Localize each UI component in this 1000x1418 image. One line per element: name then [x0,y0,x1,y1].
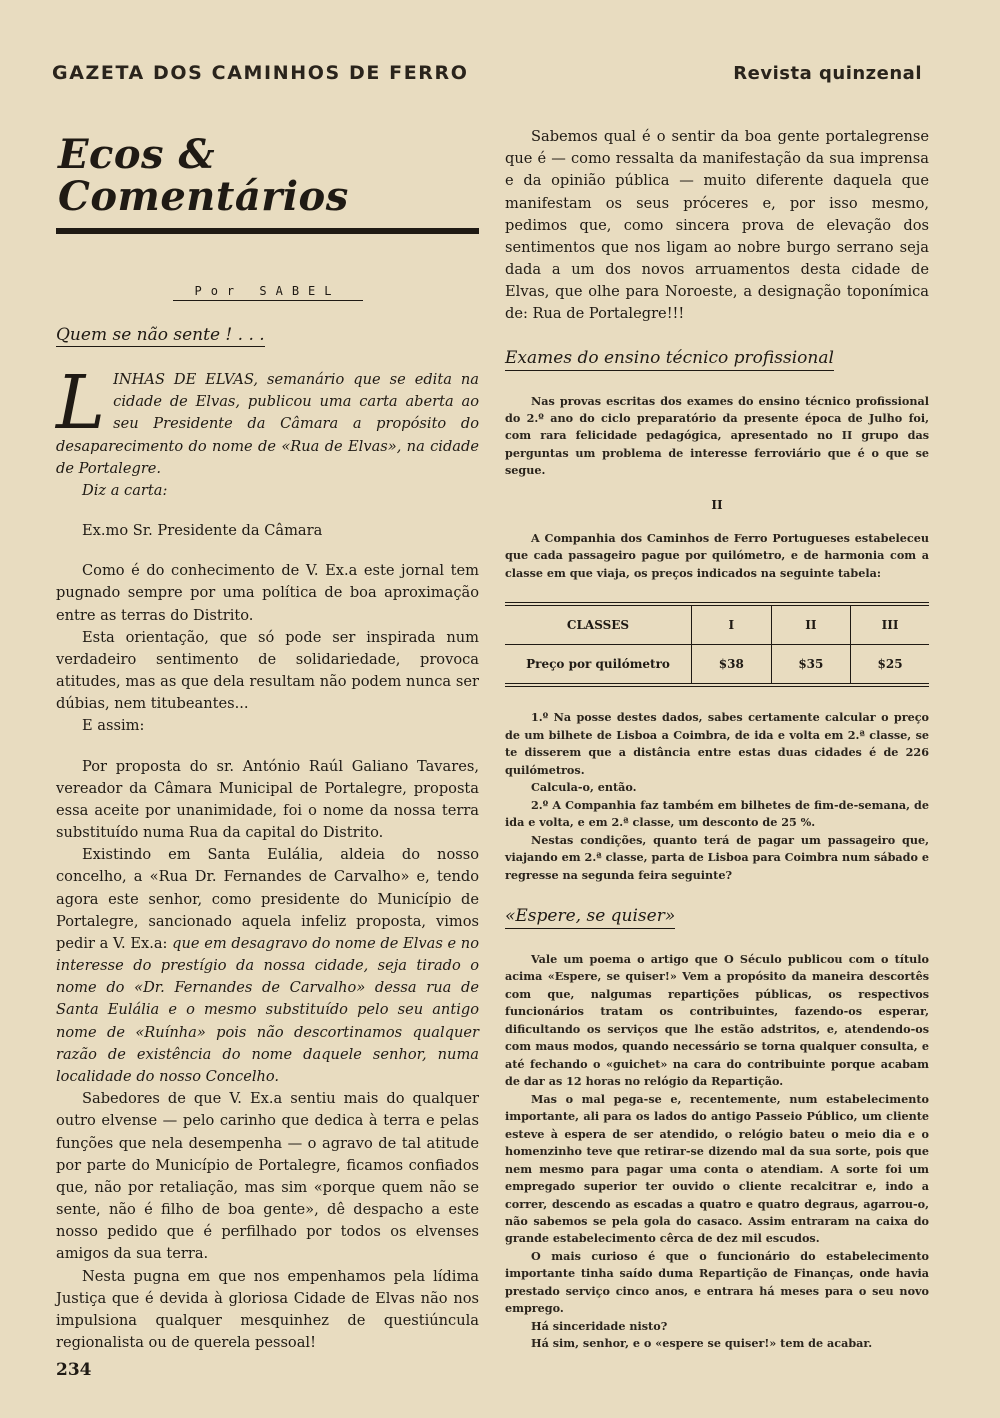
letter-salutation: Ex.mo Sr. Presidente da Câmara [82,522,323,540]
byline-rule [173,300,363,301]
exam-paragraph: Calcula-o, então. [531,780,637,795]
table-header: III [881,618,899,633]
intro-text: INHAS DE ELVAS, semanário que se edita na cidade de Elvas, publicou uma carta aberta ao seu Presidente da Câmara a propósito do desaparecimento do nome de «Rua de Elvas», na cidade de Portalegre. [56,371,479,477]
left-column [56,126,479,1354]
table-header-row [505,604,929,645]
article-subhead: Quem se não sente ! . . . [56,325,265,345]
letter-paragraph: Sabedores de que V. Ex.a sentiu mais do qualquer outro elvense — pelo carinho que dedica à terra e pelas funções que nela desempenha — o agravo de tal atitude por parte do Município de Portalegre, ficamos confiados que, não por retaliação, mas sim «porque quem não se sente, não é filho de boa gente», dê despacho a este nosso pedido que é perfilhado por todos os elvenses amigos da sua terra. [56,1090,479,1263]
exam-question: 2.º A Companhia faz também em bilhetes de fim-de-semana, de ida e volta, e em 2.ª classe, um desconto de 25 %. [505,797,929,830]
publication-title: GAZETA DOS CAMINHOS DE FERRO [52,62,469,84]
letter-paragraph: E assim: [82,717,145,735]
right-column [505,126,929,1353]
letter-paragraph: Como é do conhecimento de V. Ex.a este jornal tem pugnado sempre por uma política de boa aproximação entre as terras do Distrito. [56,562,479,624]
price-table [505,602,929,687]
espere-paragraph: Mas o mal pega-se e, recentemente, num estabelecimento importante, ali para os lados do antigo Passeio Público, um cliente esteve à espera de ser atendido, o relógio bateu o meio dia e o homenzinho teve que retirar-se dizendo mal da sua sorte, pois que nem mesmo para pagar uma conta o atendiam. A sorte foi um empregado superior ter ouvido o cliente recalcitrar e, indo a correr, descendo as escadas a quatro e quatro degraus, agarrou-o, não sabemos se pela gola do casaco. Assim entraram na caixa do grande estabelecimento cêrca de dez mil escudos. [505,1091,929,1246]
table-row [505,645,929,686]
table-cell: $38 [692,645,772,686]
exam-heading: Exames do ensino técnico profissional [505,348,834,371]
byline: Por SABEL [194,284,341,298]
espere-section [505,951,929,1353]
table-header: I [692,604,772,645]
letter-paragraph: Esta orientação, que só pode ser inspirada num verdadeiro sentimento de solidariedade, provoca atitudes, mas as que dela resultam não podem nunca ser dúbias, nem titubeantes... [56,628,479,713]
espere-paragraph: Há sim, senhor, e o «espere se quiser!» tem de acabar. [531,1336,873,1351]
article-intro [56,360,479,480]
letter-paragraph: Existindo em Santa Eulália, aldeia do nosso concelho, a «Rua Dr. Fernandes de Carvalho» e, tendo agora este senhor, como presidente do Município de Portalegre, sancionado aquela infeliz proposta, vimos pedir a V. Ex.a: que em desagravo do nome de Elvas e no interesse do prestígio da nossa cidade, seja tirado o nome do «Dr. Fernandes de Carvalho» dessa rua de Santa Eulália e o mesmo substituído pelo seu antigo nome de «Ruínha» pois não descortinamos qualquer razão de existência do nome daquele senhor, numa localidade do nosso Concelho. [56,846,479,1085]
running-header [52,62,922,84]
exam-question: Nestas condições, quanto terá de pagar um passageiro que, viajando em 2.ª classe, parta de Lisboa para Coimbra num sábado e regresse na segunda feira seguinte? [505,832,929,882]
exam-paragraph: A Companhia dos Caminhos de Ferro Portugueses estabeleceu que cada passageiro pague por quilómetro, e de harmonia com a classe em que viaja, os preços indicados na seguinte tabela: [505,530,929,580]
espere-paragraph: O mais curioso é que o funcionário do estabelecimento importante tinha saído duma Repartição de Finanças, onde havia prestado serviço cinco anos, e entrara há meses para o seu novo emprego. [505,1248,929,1316]
drop-cap: L [56,360,106,446]
title-rule [56,228,479,234]
letter-paragraph: Nesta pugna em que nos empenhamos pela lídima Justiça que é devida à gloriosa Cidade de Elvas não nos impulsiona qualquer mesquinhez de questiúncula regionalista ou de querela pessoal! [56,1267,479,1352]
table-header: II [771,604,851,645]
table-cell: $35 [771,645,851,686]
exam-section [505,393,929,884]
table-row-label: Preço por quilómetro [505,645,692,686]
exam-paragraph: Nas provas escritas dos exames do ensino técnico profissional do 2.º ano do ciclo preparatório da presente época de Julho foi, com rara felicidade pedagógica, apresentado no II grupo das perguntas um problema de interesse ferroviário que é o que se segue. [505,393,929,478]
letter-paragraph: Por proposta do sr. António Raúl Galiano Tavares, vereador da Câmara Municipal de Portalegre, proposta essa aceite por unanimidade, foi o nome da nossa terra substituído numa Rua da capital do Distrito. [56,757,479,842]
section-title: Ecos & Comentários [58,131,349,220]
publication-frequency: Revista quinzenal [733,63,922,84]
espere-paragraph: Vale um poema o artigo que O Século publicou com o título acima «Espere, se quiser!» Vem a propósito da maneira descortês com que, nalgumas repartições públicas, os respectivos funcionários tratam os contribuintes, fazendo-os esperar, dificultando os serviços que lhe estão adstritos, e, atendendo-os com maus modos, quando necessário se torna qualquer consulta, e até fechando o «guichet» na cara do contribuinte porque acabam de dar as 12 horas no relógio da Repartição. [505,951,929,1089]
table-header: CLASSES [505,604,692,645]
page-number: 234 [56,1360,92,1380]
table-cell: $25 [877,657,903,672]
espere-heading: «Espere, se quiser» [505,906,675,929]
espere-paragraph: Há sinceridade nisto? [531,1318,668,1333]
exam-question: 1.º Na posse destes dados, sabes certamente calcular o preço de um bilhete de Lisboa a Coimbra, de ida e volta em 2.ª classe, se te disserem que a distância entre estas duas cidades é de 226 quilómetros. [505,710,929,777]
article-continuation: Sabemos qual é o sentir da boa gente portalegrense que é — como ressalta da manifestação da sua imprensa e da opinião pública — muito diferente daquela que manifestam os seus próceres e, por isso mesmo, pedimos que, como sincera prova de elevação dos sentimentos que nos ligam ao nobre burgo serrano seja dada a um dos novos arruamentos desta cidade de Elvas, que olhe para Noroeste, a designação toponímica de: Rua de Portalegre!!! [505,128,929,323]
intro-tail: Diz a carta: [82,481,168,499]
exam-group-number: II [711,497,723,512]
